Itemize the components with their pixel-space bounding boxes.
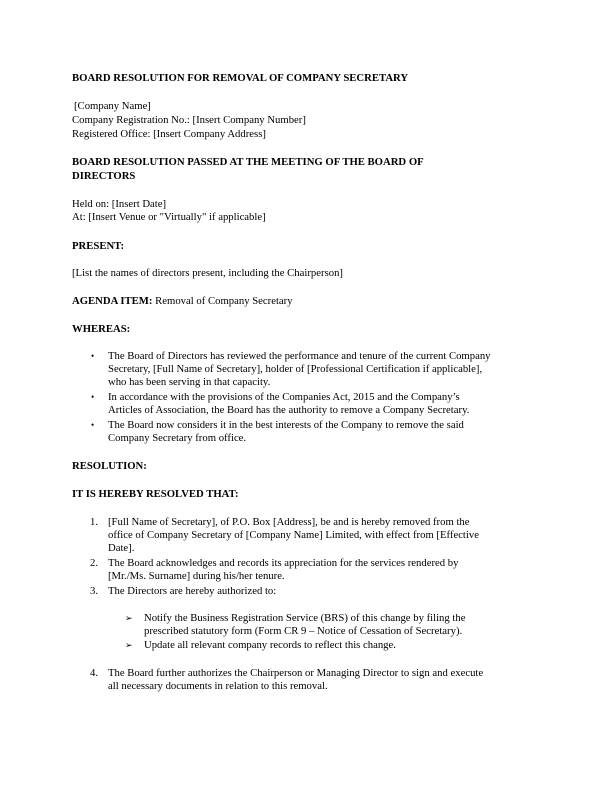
resolution-item-3 xyxy=(90,585,546,598)
sub-item-1 xyxy=(125,612,544,638)
item-line: all necessary documents in relation to this removal. xyxy=(108,680,328,692)
resolution-heading: RESOLUTION: xyxy=(72,460,147,472)
item-line: [Full Name of Secretary], of P.O. Box [Address], be and is hereby removed from the xyxy=(108,516,470,528)
bullet-line: In accordance with the provisions of the Companies Act, 2015 and the Company’s xyxy=(108,391,460,403)
item-line: The Board acknowledges and records its appreciation for the services rendered by xyxy=(108,557,459,569)
bullet-icon: • xyxy=(91,351,95,361)
item-line: The Directors are hereby authorized to: xyxy=(108,585,277,597)
resolved-heading: IT IS HEREBY RESOLVED THAT: xyxy=(72,488,239,500)
sub-item-2 xyxy=(125,639,544,652)
agenda-text: Removal of Company Secretary xyxy=(152,295,293,307)
arrow-bullet-icon: ➢ xyxy=(125,640,133,650)
meeting-heading-line-1: BOARD RESOLUTION PASSED AT THE MEETING OF THE BOARD OF xyxy=(72,156,424,168)
bullet-line: The Board of Directors has reviewed the performance and tenure of the current Company xyxy=(108,350,491,362)
sub-item-line: Notify the Business Registration Service (BRS) of this change by filing the xyxy=(144,612,466,624)
item-number: 2. xyxy=(90,557,99,569)
bullet-line: who has been serving in that capacity. xyxy=(108,376,271,388)
whereas-bullet-1 xyxy=(91,350,546,389)
present-heading: PRESENT: xyxy=(72,240,125,252)
bullet-line: The Board now considers it in the best interests of the Company to remove the said xyxy=(108,419,464,431)
item-number: 3. xyxy=(90,585,99,597)
bullet-line: Company Secretary from office. xyxy=(108,432,247,444)
resolution-item-4 xyxy=(90,667,546,693)
meeting-heading-line-2: DIRECTORS xyxy=(72,170,136,182)
bullet-line: Secretary, [Full Name of Secretary], holder of [Professional Certification if applicable], xyxy=(108,363,483,375)
arrow-bullet-icon: ➢ xyxy=(125,613,133,623)
item-line: office of Company Secretary of [Company Name] Limited, with effect from [Effective xyxy=(108,529,479,541)
held-on: Held on: [Insert Date] xyxy=(72,198,167,210)
item-number: 4. xyxy=(90,667,99,679)
company-name: [Company Name] xyxy=(74,100,151,112)
sub-item-line: prescribed statutory form (Form CR 9 – Notice of Cessation of Secretary). xyxy=(144,625,463,637)
item-number: 1. xyxy=(90,516,99,528)
agenda-item xyxy=(72,295,542,308)
item-line: Date]. xyxy=(108,542,135,554)
bullet-line: Articles of Association, the Board has the authority to remove a Company Secretary. xyxy=(108,404,470,416)
meeting-venue: At: [Insert Venue or "Virtually" if applicable] xyxy=(72,211,266,223)
present-text: [List the names of directors present, including the Chairperson] xyxy=(72,267,343,279)
whereas-heading: WHEREAS: xyxy=(72,323,131,335)
bullet-icon: • xyxy=(91,420,95,430)
whereas-bullet-2 xyxy=(91,391,546,417)
company-registration: Company Registration No.: [Insert Company Number] xyxy=(72,114,306,126)
document-title: BOARD RESOLUTION FOR REMOVAL OF COMPANY SECRETARY xyxy=(72,72,409,84)
sub-item-line: Update all relevant company records to reflect this change. xyxy=(144,639,396,651)
resolution-item-2 xyxy=(90,557,546,583)
agenda-label: AGENDA ITEM: xyxy=(72,295,153,307)
whereas-bullet-3 xyxy=(91,419,546,445)
item-line: [Mr./Ms. Surname] during his/her tenure. xyxy=(108,570,285,582)
bullet-icon: • xyxy=(91,392,95,402)
resolution-item-1 xyxy=(90,516,546,555)
registered-office: Registered Office: [Insert Company Address] xyxy=(72,128,266,140)
item-line: The Board further authorizes the Chairperson or Managing Director to sign and execute xyxy=(108,667,484,679)
